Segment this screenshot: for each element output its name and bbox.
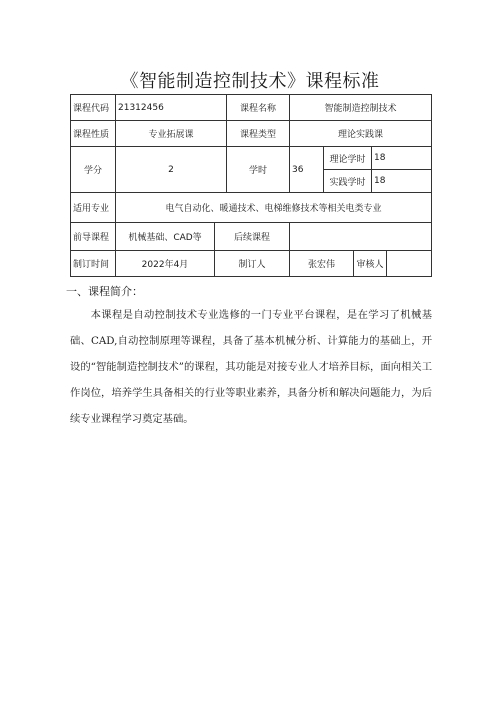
- course-nature-value: 专业拓展课: [116, 121, 227, 147]
- course-name-value: 智能制造控制技术: [290, 95, 432, 121]
- course-name-label: 课程名称: [227, 95, 290, 121]
- hours-label: 学时: [227, 147, 290, 193]
- followup-value: [290, 223, 432, 251]
- reviewer-label: 审核人: [354, 251, 387, 277]
- date-label: 制订时间: [71, 251, 116, 277]
- course-nature-label: 课程性质: [71, 121, 116, 147]
- course-type-label: 课程类型: [227, 121, 290, 147]
- hours-value: 36: [290, 147, 324, 193]
- document-title: 《智能制造控制技术》课程标准: [120, 71, 380, 92]
- table-row: [71, 251, 432, 277]
- prereq-value: 机械基础、CAD等: [116, 223, 215, 251]
- theory-hours-value: 18: [372, 147, 432, 170]
- reviewer-value: [387, 251, 432, 277]
- table-row: [71, 223, 432, 251]
- credit-label: 学分: [71, 147, 116, 193]
- course-intro-paragraph: 本课程是自动控制技术专业选修的一门专业平台课程，是在学习了机械基础、CAD,自动控制原理等课程，具备了基本机械分析、计算能力的基础上，开设的“智能制造控制技术”的课程，其功能是对接专业人才培养目标，面向相关工作岗位，培养学生具备相关的行业等职业素养，具备分析和解决问题能力，为后续专业课程学习奠定基础。: [70, 309, 432, 425]
- applicable-major-label: 适用专业: [71, 193, 116, 223]
- prereq-label: 前导课程: [71, 223, 116, 251]
- table-row: [71, 121, 432, 147]
- theory-hours-label: 理论学时: [324, 147, 372, 170]
- table-row: [71, 147, 432, 170]
- course-type-value: 理论实践课: [290, 121, 432, 147]
- table-row: [71, 193, 432, 223]
- section-heading: 一、课程简介：: [66, 285, 143, 298]
- applicable-major-value: 电气自动化、暖通技术、电梯维修技术等相关电类专业: [116, 193, 432, 223]
- author-label: 制订人: [215, 251, 290, 277]
- table-row: [71, 95, 432, 121]
- practice-hours-value: 18: [372, 170, 432, 193]
- credit-value: 2: [116, 147, 227, 193]
- practice-hours-label: 实践学时: [324, 170, 372, 193]
- course-info-table: [70, 94, 432, 277]
- course-code-value: 21312456: [116, 95, 227, 121]
- author-value: 张宏伟: [290, 251, 354, 277]
- date-value: 2022年4月: [116, 251, 215, 277]
- course-code-label: 课程代码: [71, 95, 116, 121]
- followup-label: 后续课程: [215, 223, 290, 251]
